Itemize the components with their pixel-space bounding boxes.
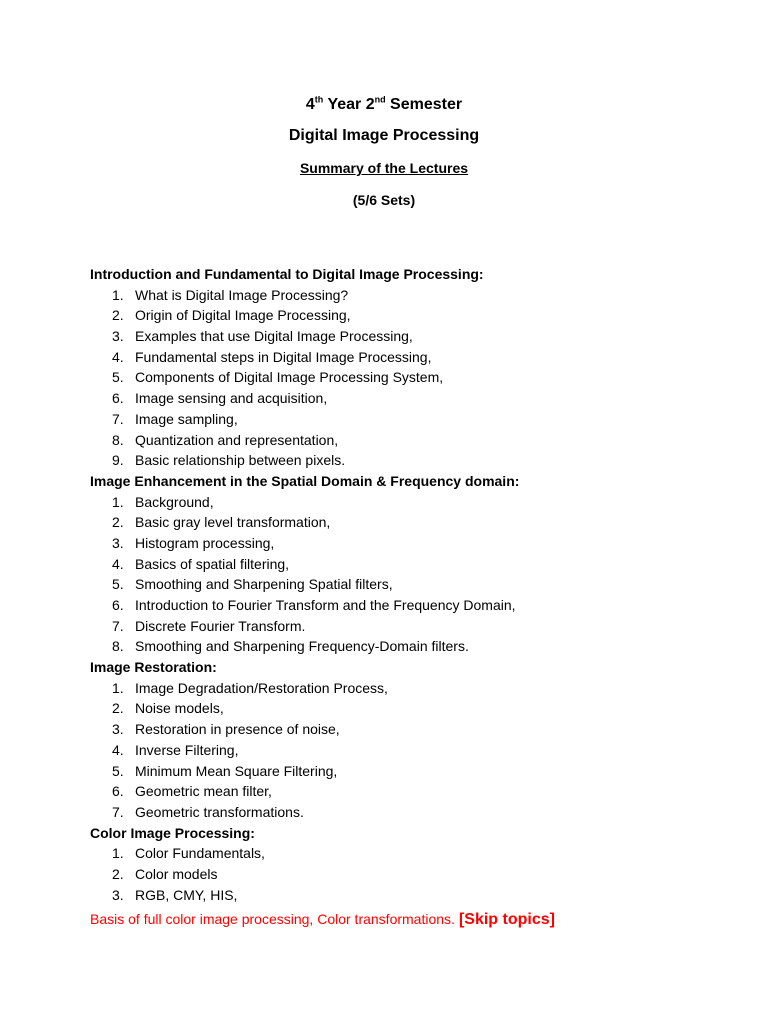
list-item-number: 8. <box>112 431 124 448</box>
list-item <box>90 554 730 575</box>
section-title: Image Restoration: <box>90 659 217 676</box>
year-superscript: th <box>314 94 324 105</box>
topic-list <box>90 843 730 905</box>
list-item <box>90 450 730 471</box>
document-header <box>0 92 768 214</box>
list-item-text: Examples that use Digital Image Processing, <box>135 328 413 345</box>
list-item <box>90 347 730 368</box>
list-item <box>90 616 730 637</box>
summary-heading <box>0 156 768 190</box>
semester-heading <box>0 92 768 122</box>
semester-superscript: nd <box>374 94 386 105</box>
list-item-number: 4. <box>112 741 124 758</box>
list-item <box>90 492 730 513</box>
list-item-number: 3. <box>112 886 124 903</box>
list-item-number: 6. <box>112 597 124 613</box>
list-item-text: Color models <box>135 865 218 882</box>
topic-list <box>90 492 730 658</box>
list-item <box>90 595 730 616</box>
list-item-number: 1. <box>112 493 124 510</box>
sets-label: (5/6 Sets) <box>352 192 416 208</box>
topic-list <box>90 285 730 471</box>
list-item-number: 9. <box>112 452 124 469</box>
list-item <box>90 864 730 885</box>
list-item-text: Basic relationship between pixels. <box>135 452 346 469</box>
list-item-text: Minimum Mean Square Filtering, <box>135 762 338 779</box>
section-title: Image Enhancement in the Spatial Domain & Frequency domain: <box>90 472 520 489</box>
list-item <box>90 843 730 864</box>
list-item-text: Basic gray level transformation, <box>135 514 331 531</box>
list-item-text: Noise models, <box>135 700 224 717</box>
list-item-text: Quantization and representation, <box>135 431 339 448</box>
list-item <box>90 367 730 388</box>
list-item <box>90 698 730 719</box>
list-item-text: Histogram processing, <box>135 534 275 551</box>
list-item-text: Image sampling, <box>135 410 238 427</box>
list-item-number: 3. <box>112 721 124 738</box>
topic-list <box>90 678 730 823</box>
section <box>90 264 730 471</box>
list-item-text: Inverse Filtering, <box>135 741 239 758</box>
list-item-text: Background, <box>135 493 214 510</box>
list-item <box>90 781 730 802</box>
section <box>90 823 730 906</box>
course-title: Digital Image Processing <box>288 127 480 144</box>
list-item-number: 3. <box>112 328 124 345</box>
list-item-text: Origin of Digital Image Processing, <box>135 307 351 324</box>
list-item-number: 3. <box>112 534 124 551</box>
list-item-text: Fundamental steps in Digital Image Processing, <box>135 348 432 365</box>
list-item-text: Color Fundamentals, <box>135 845 265 862</box>
year-word: Year 2 <box>323 96 375 113</box>
list-item-text: Discrete Fourier Transform. <box>135 617 306 634</box>
list-item-number: 1. <box>112 286 124 303</box>
list-item <box>90 719 730 740</box>
year-number: 4 <box>305 96 315 113</box>
list-item <box>90 388 730 409</box>
list-item <box>90 802 730 823</box>
list-item <box>90 636 730 657</box>
list-item <box>90 533 730 554</box>
list-item <box>90 326 730 347</box>
list-item-number: 2. <box>112 700 124 717</box>
list-item-number: 4. <box>112 348 124 365</box>
skip-note <box>90 905 730 929</box>
list-item-number: 8. <box>112 638 124 655</box>
list-item-text: Components of Digital Image Processing System, <box>135 369 444 386</box>
list-item <box>90 678 730 699</box>
list-item-text: Introduction to Fourier Transform and the Frequency Domain, <box>135 597 516 613</box>
list-item-number: 1. <box>112 679 124 696</box>
list-item-text: Image sensing and acquisition, <box>135 390 328 407</box>
section <box>90 657 730 823</box>
lecture-sections <box>90 264 730 929</box>
list-item-number: 6. <box>112 390 124 407</box>
list-item-number: 1. <box>112 845 124 862</box>
list-item-number: 6. <box>112 783 124 800</box>
list-item-text: Restoration in presence of noise, <box>135 721 340 738</box>
list-item-text: Geometric mean filter, <box>135 783 272 800</box>
list-item-number: 2. <box>112 865 124 882</box>
list-item-text: What is Digital Image Processing? <box>135 286 349 303</box>
list-item-number: 5. <box>112 369 124 386</box>
skip-note-text: Basis of full color image processing, Color transformations. <box>90 911 455 928</box>
list-item <box>90 761 730 782</box>
list-item <box>90 430 730 451</box>
list-item-number: 5. <box>112 576 124 593</box>
list-item-text: RGB, CMY, HIS, <box>135 886 238 903</box>
list-item-number: 7. <box>112 803 124 820</box>
list-item-number: 4. <box>112 555 124 572</box>
list-item-number: 5. <box>112 762 124 779</box>
section <box>90 471 730 657</box>
list-item-text: Smoothing and Sharpening Spatial filters, <box>135 576 393 593</box>
list-item <box>90 305 730 326</box>
list-item <box>90 740 730 761</box>
list-item <box>90 574 730 595</box>
list-item-number: 2. <box>112 307 124 324</box>
list-item <box>90 885 730 906</box>
list-item-text: Image Degradation/Restoration Process, <box>135 679 388 696</box>
section-title: Introduction and Fundamental to Digital Image Processing: <box>90 266 484 282</box>
list-item-text: Basics of spatial filtering, <box>135 555 290 572</box>
list-item-text: Geometric transformations. <box>135 803 304 820</box>
list-item <box>90 512 730 533</box>
list-item <box>90 285 730 306</box>
list-item <box>90 409 730 430</box>
list-item-text: Smoothing and Sharpening Frequency-Domain filters. <box>135 638 469 655</box>
section-title: Color Image Processing: <box>90 824 255 841</box>
list-item-number: 2. <box>112 514 124 531</box>
semester-word: Semester <box>385 96 463 113</box>
summary-text: Summary of the Lectures <box>299 160 469 176</box>
list-item-number: 7. <box>112 410 124 427</box>
skip-topics-label: [Skip topics] <box>458 911 555 929</box>
list-item-number: 7. <box>112 617 124 634</box>
